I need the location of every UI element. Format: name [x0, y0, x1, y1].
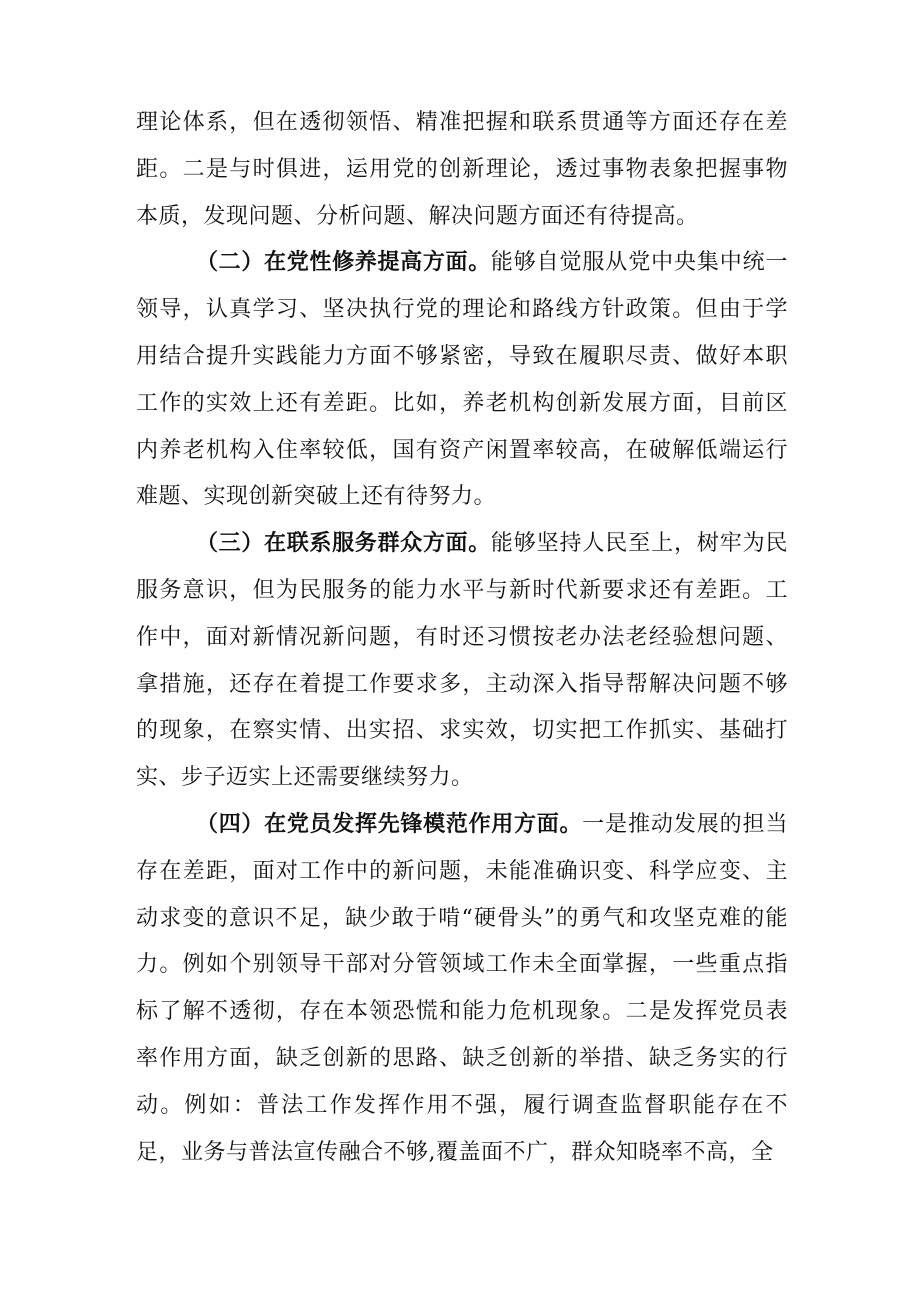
paragraph-vanguard-role [136, 802, 788, 1176]
paragraph-2-text: 能够自觉服从党中央集中统一领导，认真学习、坚决执行党的理论和路线方针政策。但由于学用结合提升实践能力方面不够紧密，导致在履职尽责、做好本职工作的实效上还有差距。比如，养老机构创新发展方面，目前区内养老机构入住率较低，国有资产闲置率较高，在破解低端运行难题、实现创新突破上还有待努力。 [136, 250, 788, 510]
section-heading-3: （三）在联系服务群众方面。 [196, 531, 491, 557]
document-body [136, 100, 788, 1176]
paragraph-1-text: 理论体系，但在透彻领悟、精准把握和联系贯通等方面还存在差距。二是与时俱进，运用党的创新理论，透过事物表象把握事物本质，发现问题、分析问题、解决问题方面还有待提高。 [136, 110, 788, 229]
paragraph-party-spirit [136, 240, 788, 521]
section-heading-2: （二）在党性修养提高方面。 [196, 250, 491, 276]
paragraph-serve-masses [136, 521, 788, 802]
section-heading-4: （四）在党员发挥先锋模范作用方面。 [196, 811, 583, 837]
paragraph-3-text: 能够坚持人民至上，树牢为民服务意识，但为民服务的能力水平与新时代新要求还有差距。工作中，面对新情况新问题，有时还习惯按老办法老经验想问题、拿措施，还存在着提工作要求多，主动深入指导帮解决问题不够的现象，在察实情、出实招、求实效，切实把工作抓实、基础打实、步子迈实上还需要继续努力。 [136, 531, 788, 791]
paragraph-continuation [136, 100, 788, 240]
paragraph-4-text: 一是推动发展的担当存在差距，面对工作中的新问题，未能准确识变、科学应变、主动求变的意识不足，缺少敢于啃“硬骨头”的勇气和攻坚克难的能力。例如个别领导干部对分管领域工作未全面掌握，一些重点指标了解不透彻，存在本领恐慌和能力危机现象。二是发挥党员表率作用方面，缺乏创新的思路、缺乏创新的举措、缺乏务实的行动。例如：普法工作发挥作用不强，履行调查监督职能存在不足，业务与普法宣传融合不够,覆盖面不广，群众知晓率不高，全 [136, 811, 788, 1165]
